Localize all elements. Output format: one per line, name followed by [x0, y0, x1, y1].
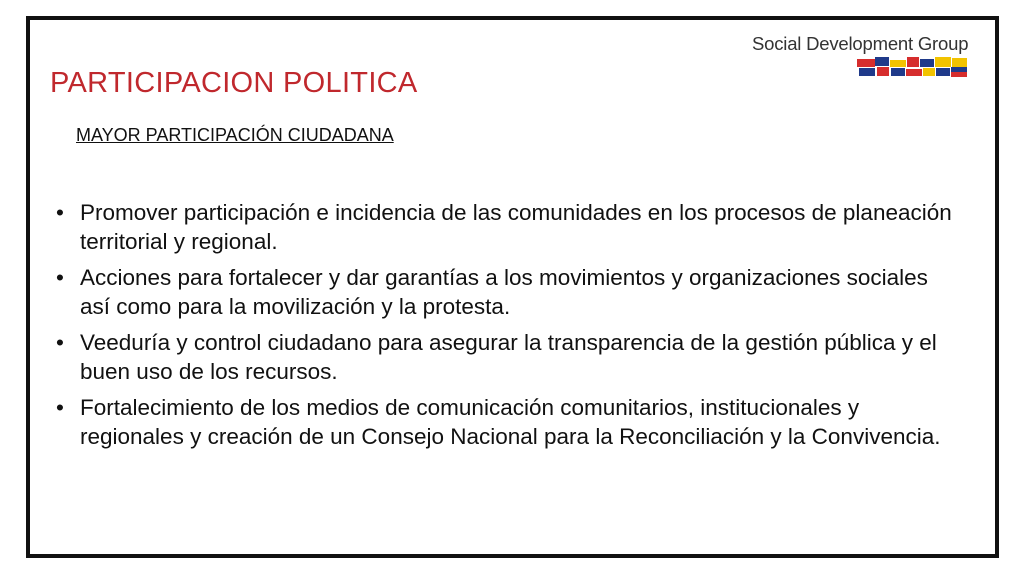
- bullet-marker: •: [56, 200, 64, 225]
- bullet-text: Promover participación e incidencia de las comunidades en los procesos de planeación territorial y regional.: [80, 200, 952, 254]
- slide-title: PARTICIPACION POLITICA: [50, 67, 418, 99]
- company-logo: [752, 33, 969, 79]
- bullet-marker: •: [56, 265, 64, 290]
- bullet-text: Fortalecimiento de los medios de comunicación comunitarios, institucionales y regionales y creación de un Consejo Nacional para la Reconciliación y la Convivencia.: [80, 395, 941, 449]
- bullet-text: Acciones para fortalecer y dar garantías a los movimientos y organizaciones sociales así como para la movilización y la protesta.: [80, 265, 928, 319]
- bullet-item: [56, 198, 961, 256]
- bullet-item: [56, 393, 961, 451]
- bullet-marker: •: [56, 330, 64, 355]
- bullet-item: [56, 328, 961, 386]
- logo-text: Social Development Group: [752, 33, 969, 54]
- bullet-list: [56, 198, 961, 458]
- bullet-marker: •: [56, 395, 64, 420]
- slide-subtitle: MAYOR PARTICIPACIÓN CIUDADANA: [76, 125, 394, 145]
- flag-collage-icon: [857, 57, 967, 77]
- bullet-item: [56, 263, 961, 321]
- bullet-text: Veeduría y control ciudadano para asegurar la transparencia de la gestión pública y el buen uso de los recursos.: [80, 330, 937, 384]
